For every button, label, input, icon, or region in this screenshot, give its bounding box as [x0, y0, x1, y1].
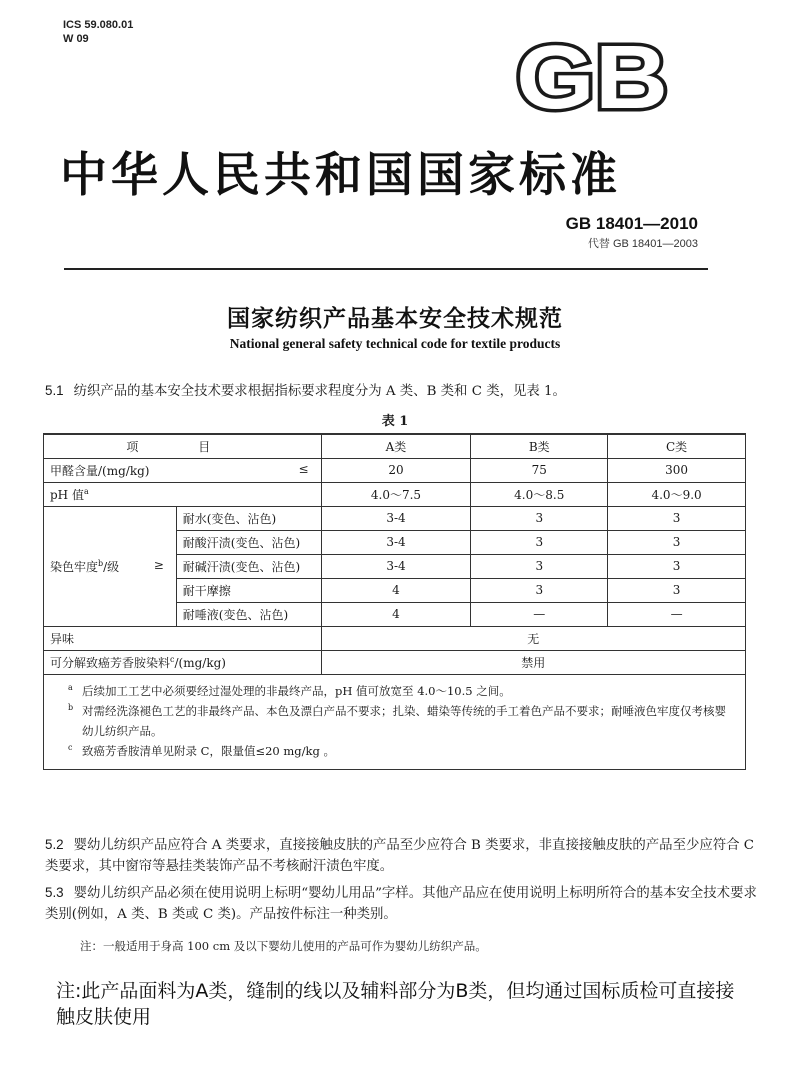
header-c: C类: [608, 434, 746, 458]
fastness-a: 3-4: [321, 554, 471, 578]
ics-code: ICS 59.080.01: [63, 19, 134, 31]
ph-a: 4.0～7.5: [321, 482, 471, 506]
fastness-b: 3: [471, 578, 608, 602]
footnote-mark: a: [83, 486, 89, 496]
fastness-b: 3: [471, 530, 608, 554]
formaldehyde-a: 20: [321, 458, 471, 482]
fastness-b: —: [471, 602, 608, 626]
header-item: 项 目: [44, 434, 322, 458]
standard-title: 中华人民共和国国家标准: [60, 148, 621, 203]
fastness-c: 3: [608, 554, 746, 578]
ph-b: 4.0～8.5: [471, 482, 608, 506]
footnote-mark: c: [170, 654, 175, 664]
applicability-note: 注：一般适用于身高 100 cm 及以下婴幼儿使用的产品可作为婴幼儿纺织产品。: [80, 939, 487, 953]
standard-number: GB 18401—2010: [565, 214, 698, 233]
section-text: 婴幼儿纺织产品应符合 A 类要求，直接接触皮肤的产品至少应符合 B 类要求，非直接接触皮肤的产品至少应符合 C 类要求，其中窗帘等悬挂类装饰产品不考核耐汗渍色牢度。: [45, 838, 755, 874]
fastness-b: 3: [471, 506, 608, 530]
table-footnotes-row: [44, 674, 746, 769]
section-text: 纺织产品的基本安全技术要求根据指标要求程度分为 A 类、B 类和 C 类，见表 1。: [73, 384, 566, 399]
fastness-name: 耐酸汗渍(变色、沾色): [176, 530, 321, 554]
gb-logo-text: GB: [516, 32, 668, 118]
amine-label: 可分解致癌芳香胺染料$^c$/(mg/kg): [44, 650, 322, 674]
table-row-amine: [44, 650, 746, 674]
gb-logo: [512, 32, 672, 118]
header-b: B类: [471, 434, 608, 458]
document-title-en: National general safety technical code for textile products: [229, 336, 561, 351]
leq-sign: ≤: [298, 461, 309, 476]
class-code: W 09: [63, 33, 89, 45]
table-footnotes: [44, 674, 746, 769]
fastness-a: 4: [321, 578, 471, 602]
footnote: b 对需经洗涤褪色工艺的非最终产品、本色及漂白产品不要求；扎染、蜡染等传统的手工着色产品不要求；耐唾液色牢度仅考核婴幼儿纺织产品。: [68, 702, 726, 738]
section-5-2: [45, 834, 757, 877]
footnote: c 致癌芳香胺清单见附录 C，限量值≤20 mg/kg 。: [68, 742, 336, 758]
fastness-name: 耐水(变色、沾色): [176, 506, 321, 530]
table-header-row: [44, 434, 746, 458]
fastness-label: 染色牢度$^b$/级 ≥: [44, 506, 177, 626]
header-divider: [64, 268, 708, 270]
amine-value: 禁用: [321, 650, 745, 674]
formaldehyde-label: 甲醛含量/(mg/kg) ≤: [44, 458, 322, 482]
odor-label: 异味: [44, 626, 322, 650]
fastness-a: 3-4: [321, 530, 471, 554]
ph-c: 4.0～9.0: [608, 482, 746, 506]
table-row-odor: [44, 626, 746, 650]
fastness-a: 3-4: [321, 506, 471, 530]
section-number: 5.3: [45, 885, 64, 900]
table-caption: 表 1: [381, 414, 409, 429]
fastness-name: 耐唾液(变色、沾色): [176, 602, 321, 626]
fastness-a: 4: [321, 602, 471, 626]
formaldehyde-b: 75: [471, 458, 608, 482]
formaldehyde-c: 300: [608, 458, 746, 482]
standard-number-block: [566, 214, 698, 251]
ics-code-block: [63, 18, 133, 46]
section-number: 5.1: [45, 383, 64, 398]
section-text: 婴幼儿纺织产品必须在使用说明上标明“婴幼儿用品”字样。其他产品应在使用说明上标明所符合的基本安全技术要求类别(例如，A 类、B 类或 C 类)。产品按件标注一种类别。: [45, 886, 757, 922]
fastness-c: 3: [608, 506, 746, 530]
fastness-c: —: [608, 602, 746, 626]
product-note: 注:此产品面料为A类，缝制的线以及辅料部分为B类，但均通过国标质检可直接接触皮肤使用: [56, 980, 735, 1028]
fastness-name: 耐碱汗渍(变色、沾色): [176, 554, 321, 578]
requirements-table: [43, 433, 746, 770]
fastness-c: 3: [608, 578, 746, 602]
header-a: A类: [321, 434, 471, 458]
footnote: a 后续加工工艺中必须要经过湿处理的非最终产品，pH 值可放宽至 4.0～10.5 之间。: [68, 682, 511, 698]
document-title-cn: 国家纺织产品基本安全技术规范: [227, 306, 563, 332]
section-number: 5.2: [45, 837, 64, 852]
geq-sign: ≥: [153, 557, 164, 572]
odor-value: 无: [321, 626, 745, 650]
table-row-fastness: [44, 506, 746, 530]
table-row-formaldehyde: [44, 458, 746, 482]
replaces-standard: 代替 GB 18401—2003: [587, 238, 698, 250]
footnote-mark: b: [98, 558, 104, 568]
ph-label: pH 值$^a$: [44, 482, 322, 506]
fastness-c: 3: [608, 530, 746, 554]
section-5-3: [45, 882, 757, 925]
table-row-ph: [44, 482, 746, 506]
fastness-name: 耐干摩擦: [176, 578, 321, 602]
fastness-b: 3: [471, 554, 608, 578]
section-5-1: [45, 380, 757, 402]
